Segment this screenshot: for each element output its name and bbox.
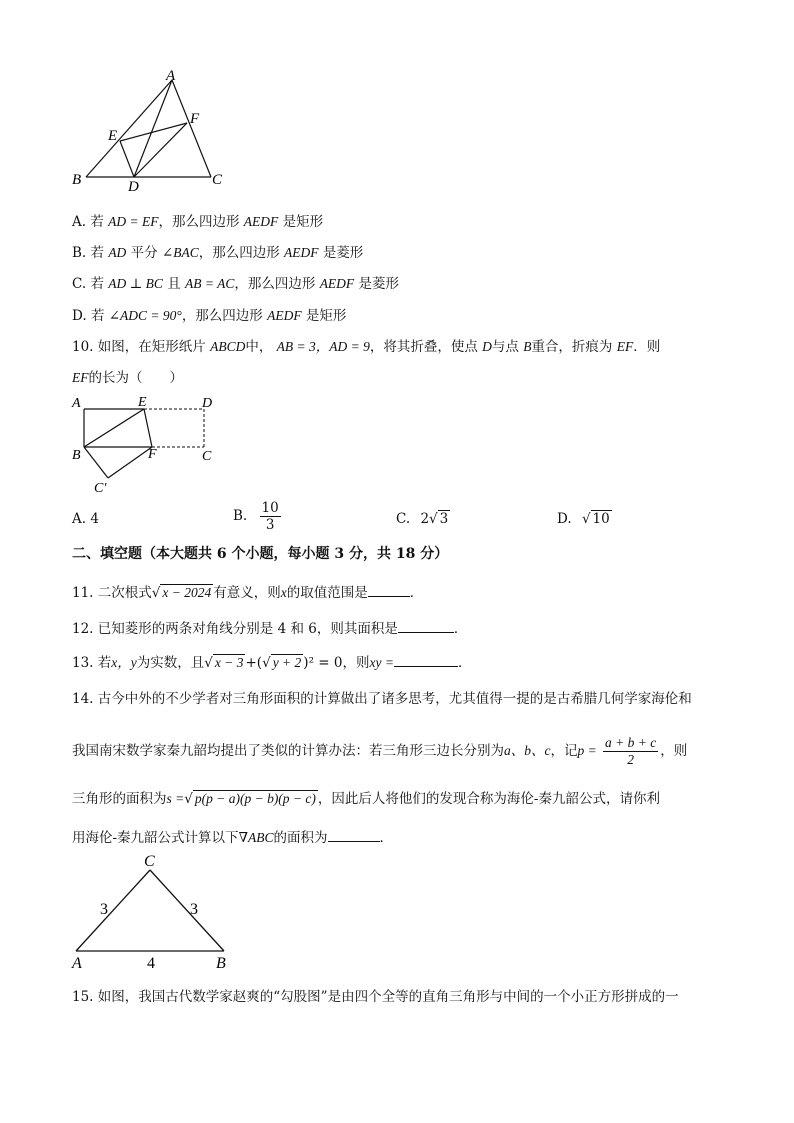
vertex-C: C xyxy=(144,853,155,870)
segment-AC xyxy=(172,80,211,177)
label-F: F xyxy=(148,447,157,462)
q9-option-a: A. 若 AD = EF，那么四边形 AEDF 是矩形 xyxy=(72,214,324,230)
vertex-B: B xyxy=(216,955,226,972)
segment-AB xyxy=(86,80,172,177)
label-A: A xyxy=(166,68,176,84)
vertex-A: A xyxy=(72,955,82,972)
label-C: C xyxy=(202,449,212,464)
q10-stem-line1: 10. 如图，在矩形纸片 ABCD中， AB = 3，AD = 9，将其折叠，使点 D与点 B重合，折痕为 EF．则 xyxy=(72,339,661,355)
q10-folded-rectangle-figure xyxy=(68,390,228,498)
segment-CprimeF xyxy=(108,447,152,478)
q9-option-b: B. 若 AD 平分 ∠BAC，那么四边形 AEDF 是菱形 xyxy=(72,245,364,261)
segment-BCprime xyxy=(84,447,108,478)
q9-option-d: D. 若 ∠ADC = 90°，那么四边形 AEDF 是矩形 xyxy=(72,308,347,324)
q14-triangle-figure xyxy=(66,850,241,975)
segment-BE xyxy=(84,409,144,447)
q14-line3: 三角形的面积为s =√ p(p − a)(p − b)(p − c) ，因此后人将他们的发现合称为海伦-秦九韶公式，请你利 xyxy=(72,791,660,807)
answer-blank xyxy=(398,620,454,633)
label-E: E xyxy=(138,395,147,410)
q10-option-a: A. 4 xyxy=(72,511,99,527)
label-F: F xyxy=(190,111,200,127)
label-D: D xyxy=(128,179,139,195)
section-heading: 二、填空题（本大题共 6 个小题，每小题 3 分，共 18 分） xyxy=(72,546,449,562)
label-A: A xyxy=(72,396,81,411)
answer-blank xyxy=(368,584,410,597)
q12-stem: 12. 已知菱形的两条对角线分别是 4 和 6，则其面积是 ． xyxy=(72,621,468,637)
answer-blank xyxy=(328,829,380,842)
segment-EF xyxy=(144,409,152,447)
q13-stem: 13. 若x，y为实数，且√ x − 3 +(√ y + 2 )² = 0，则xy = ． xyxy=(72,655,472,671)
label-C: C xyxy=(212,172,223,188)
side-BC xyxy=(150,870,224,951)
label-B: B xyxy=(72,172,82,188)
segment-DF xyxy=(134,123,187,177)
length-AB: 4 xyxy=(147,955,155,972)
answer-blank xyxy=(394,654,458,667)
q14-line2: 我国南宋数学家秦九韶均提出了类似的计算办法：若三角形三边长分别为a、b、c，记p = $\frac{a + b + c}{2}$ ，则 xyxy=(72,735,688,767)
q9-triangle-figure xyxy=(68,68,238,198)
q10-option-c: C. 2√ 3 xyxy=(396,511,449,527)
length-AC: 3 xyxy=(100,901,108,918)
q14-line4: 用海伦-秦九韶公式计算以下∇ABC的面积为 ． xyxy=(72,830,393,846)
q14-line1: 14. 古今中外的不少学者对三角形面积的计算做出了诸多思考，尤其值得一提的是古希腊几何学家海伦和 xyxy=(72,691,692,707)
label-C-prime: C′ xyxy=(94,481,107,496)
q15-line1: 15. 如图，我国古代数学家赵爽的“勾股图”是由四个全等的直角三角形与中间的一个小正方形拼成的一 xyxy=(72,989,679,1005)
label-E: E xyxy=(108,128,118,144)
side-AC xyxy=(76,870,150,951)
q11-stem: 11. 二次根式√ x − 2024 有意义，则x的取值范围是 ． xyxy=(72,585,424,601)
label-B: B xyxy=(72,448,81,463)
q9-option-c: C. 若 AD ⊥ BC 且 AB = AC，那么四边形 AEDF 是菱形 xyxy=(72,276,399,292)
q10-option-d: D. √ 10 xyxy=(557,511,610,527)
length-BC: 3 xyxy=(190,901,198,918)
segment-DE xyxy=(120,141,134,177)
q10-option-b: B. $\frac{10}{3}$ xyxy=(233,500,279,533)
label-D: D xyxy=(202,396,213,411)
q10-stem-line2: EF的长为（ ） xyxy=(72,370,183,386)
